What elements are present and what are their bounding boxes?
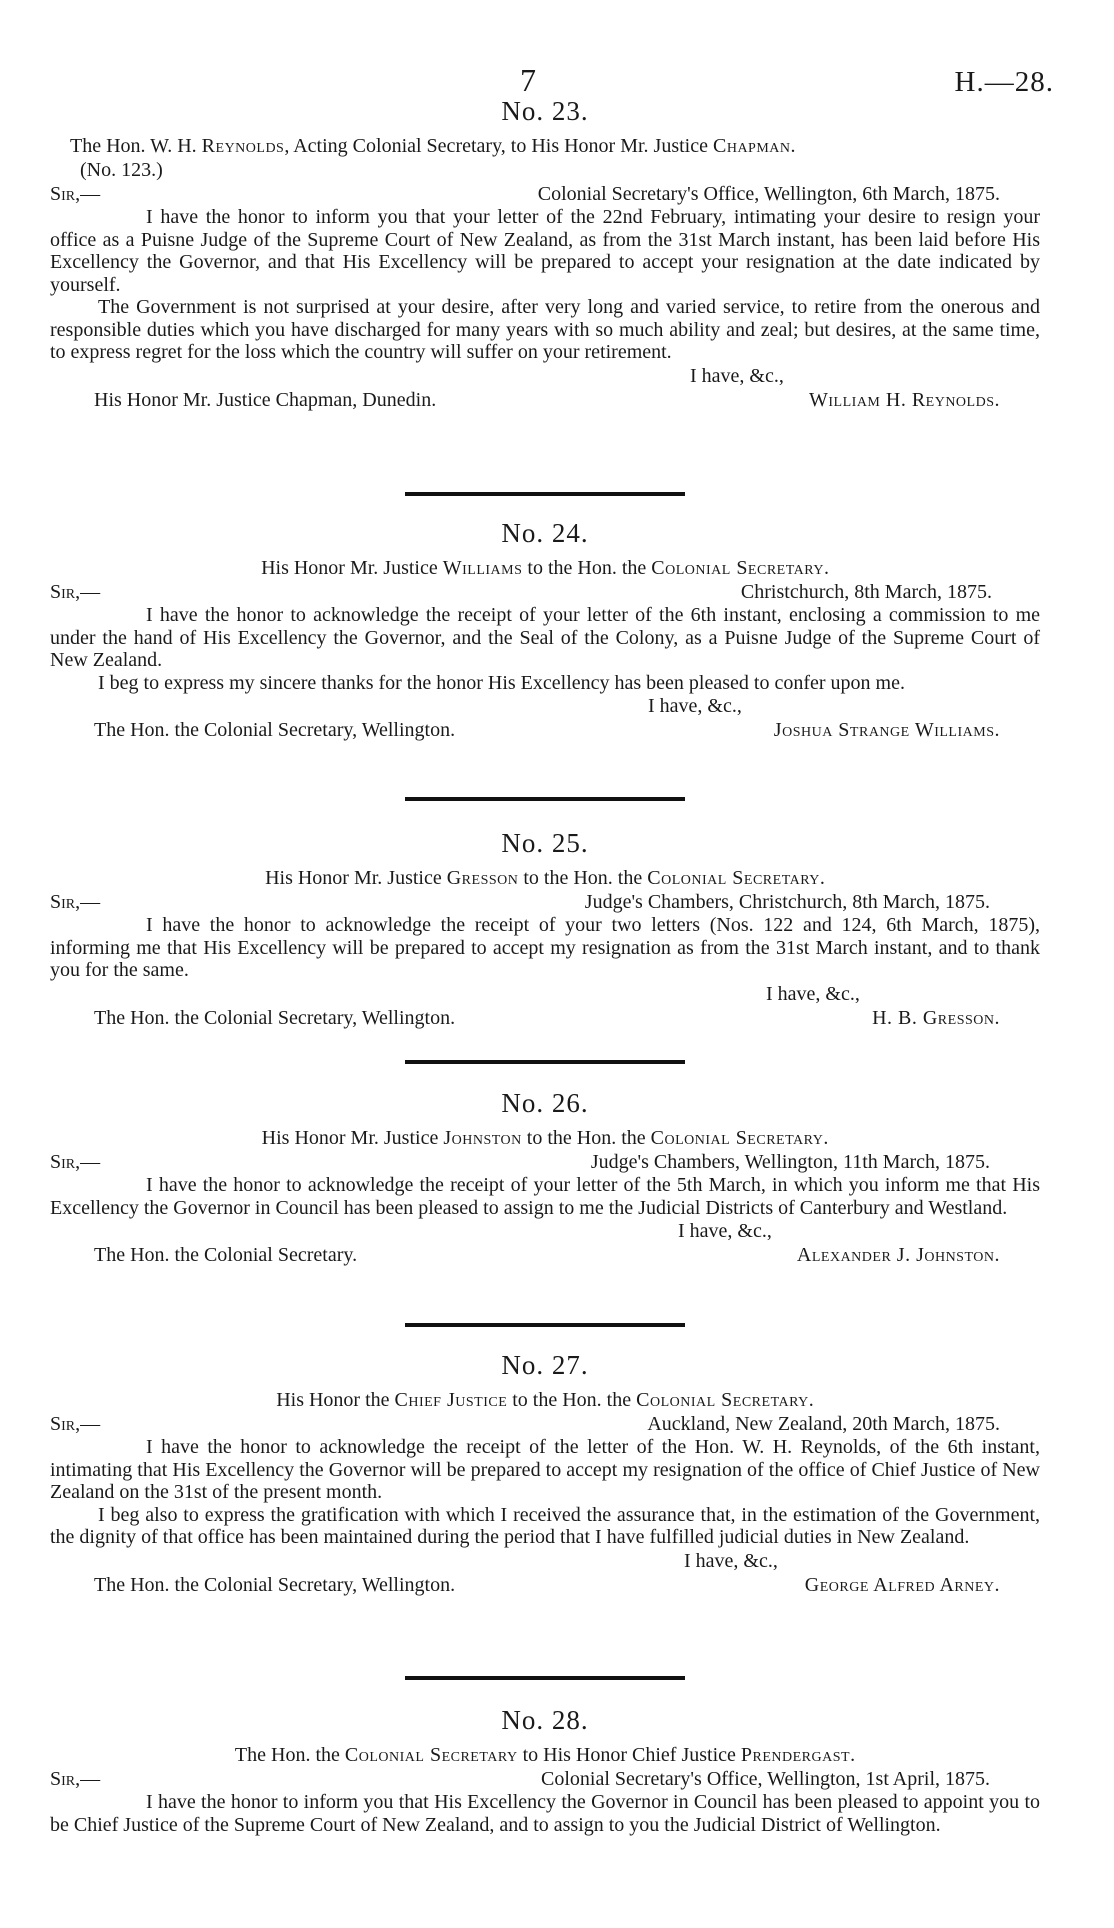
section-rule [405, 1676, 685, 1680]
paragraph: I have the honor to inform you that His Excellency the Governor in Council has been pleased to appoint you to be Chief Justice of the Supreme Court of New Zealand, and to assign to you the Judicial District of Wellington. [50, 1791, 1040, 1836]
addressee: The Hon. the Colonial Secretary, Wellington. [94, 1573, 456, 1596]
section-rule [405, 1060, 685, 1064]
closing-block [50, 1549, 1040, 1597]
salutation-row [50, 890, 1040, 914]
letter-ref: (No. 123.) [80, 159, 163, 181]
salutation: Sir,— [50, 891, 101, 913]
closing-block [50, 694, 1040, 742]
salutation: Sir,— [50, 1151, 101, 1173]
document-reference: H.—28. [954, 66, 1054, 98]
letter-number: No. 28. [501, 1705, 589, 1735]
letter-26 [50, 1086, 1040, 1267]
letter-25 [50, 826, 1040, 1030]
salutation-row [50, 1767, 1040, 1791]
place-date: Auckland, New Zealand, 20th March, 1875. [647, 1413, 1000, 1435]
salutation: Sir,— [50, 183, 101, 205]
salutation: Sir,— [50, 581, 101, 603]
salutation-row [50, 182, 1040, 206]
addressee: The Hon. the Colonial Secretary. [94, 1244, 358, 1266]
place-date: Colonial Secretary's Office, Wellington, 1st April, 1875. [541, 1768, 990, 1790]
paragraph: The Government is not surprised at your desire, after very long and varied service, to retire from the onerous and responsible duties which you have discharged for many years with so much ability and zeal; but desires, at the same time, to express regret for the loss which the country will suffer on your retirement. [50, 296, 1040, 363]
place-date: Christchurch, 8th March, 1875. [740, 581, 992, 603]
paragraph: I have the honor to acknowledge the receipt of your two letters (Nos. 122 and 124, 6th March, 1875), informing me that His Excellency will be prepared to accept my resignation as from the 31st March instant, and to thank you for the same. [50, 914, 1040, 981]
section-rule [405, 797, 685, 801]
section-rule [405, 492, 685, 496]
letter-number: No. 27. [501, 1350, 589, 1380]
letter-title: His Honor the Chief Justice to the Hon. the Colonial Secretary. [276, 1389, 814, 1411]
closing: I have, &c., [766, 982, 860, 1005]
addressee: The Hon. the Colonial Secretary, Wellington. [94, 719, 456, 741]
addressee: His Honor Mr. Justice Chapman, Dunedin. [94, 388, 437, 411]
signature: George Alfred Arney. [804, 1573, 1000, 1596]
paragraph: I have the honor to acknowledge the receipt of your letter of the 5th March, in which you inform me that His Excellency the Governor in Council has been pleased to assign to me the Judicial Districts of Canterbury and Westland. [50, 1174, 1040, 1219]
letter-title: His Honor Mr. Justice Gresson to the Hon. the Colonial Secretary. [265, 867, 825, 889]
letter-title: His Honor Mr. Justice Johnston to the Hon. the Colonial Secretary. [261, 1127, 829, 1149]
place-date: Judge's Chambers, Wellington, 11th March, 1875. [590, 1151, 990, 1173]
signature: William H. Reynolds. [809, 388, 1000, 411]
addressee: The Hon. the Colonial Secretary, Wellington. [94, 1006, 456, 1029]
closing: I have, &c., [684, 1549, 778, 1572]
salutation: Sir,— [50, 1413, 101, 1435]
letter-number: No. 26. [501, 1088, 589, 1118]
paragraph: I have the honor to acknowledge the receipt of the letter of the Hon. W. H. Reynolds, of the 6th instant, intimating that His Excellency the Governor will be prepared to accept my resignation of the office of Chief Justice of New Zealand on the 31st of the present month. [50, 1436, 1040, 1503]
closing: I have, &c., [690, 364, 784, 387]
closing-block [50, 364, 1040, 412]
letter-number: No. 25. [501, 828, 589, 858]
letter-number: No. 24. [501, 518, 589, 548]
section-rule [405, 1323, 685, 1327]
salutation-row [50, 580, 1040, 604]
closing-block [50, 982, 1040, 1030]
place-date: Judge's Chambers, Christchurch, 8th March, 1875. [584, 891, 990, 913]
salutation: Sir,— [50, 1768, 101, 1790]
salutation-row [50, 1150, 1040, 1174]
letter-number: No. 23. [501, 96, 589, 126]
signature: Alexander J. Johnston. [796, 1244, 1000, 1266]
page-number: 7 [520, 62, 536, 98]
letter-title: The Hon. the Colonial Secretary to His Honor Chief Justice Prendergast. [234, 1744, 856, 1766]
letter-title: His Honor Mr. Justice Williams to the Hon. the Colonial Secretary. [261, 557, 829, 579]
paragraph: I have the honor to inform you that your letter of the 22nd February, intimating your desire to resign your office as a Puisne Judge of the Supreme Court of New Zealand, as from the 31st March instant, has been laid before His Excellency the Governor, and that His Excellency will be prepared to accept your resignation at the date indicated by yourself. [50, 206, 1040, 296]
closing-block [50, 1219, 1040, 1267]
signature: H. B. Gresson. [872, 1006, 1000, 1029]
letter-28 [50, 1703, 1040, 1836]
salutation-row [50, 1412, 1040, 1436]
paragraph: I beg to express my sincere thanks for the honor His Excellency has been pleased to confer upon me. [98, 671, 905, 694]
place-date: Colonial Secretary's Office, Wellington, 6th March, 1875. [537, 183, 1000, 205]
signature: Joshua Strange Williams. [773, 719, 1000, 741]
letter-23 [50, 94, 1040, 412]
paragraph: I have the honor to acknowledge the receipt of your letter of the 6th instant, enclosing a commission to me under the hand of His Excellency the Governor, and the Seal of the Colony, as a Puisne Judge of the Supreme Court of New Zealand. [50, 604, 1040, 671]
closing: I have, &c., [648, 695, 742, 717]
letter-title: The Hon. W. H. Reynolds, Acting Colonial Secretary, to His Honor Mr. Justice Chapman. [70, 135, 796, 157]
letter-24 [50, 516, 1040, 742]
paragraph: I beg also to express the gratification with which I received the assurance that, in the estimation of the Government, the dignity of that office has been maintained during the period that I have fulfilled judicial duties in New Zealand. [50, 1503, 1040, 1548]
closing: I have, &c., [678, 1220, 772, 1242]
letter-27 [50, 1348, 1040, 1597]
